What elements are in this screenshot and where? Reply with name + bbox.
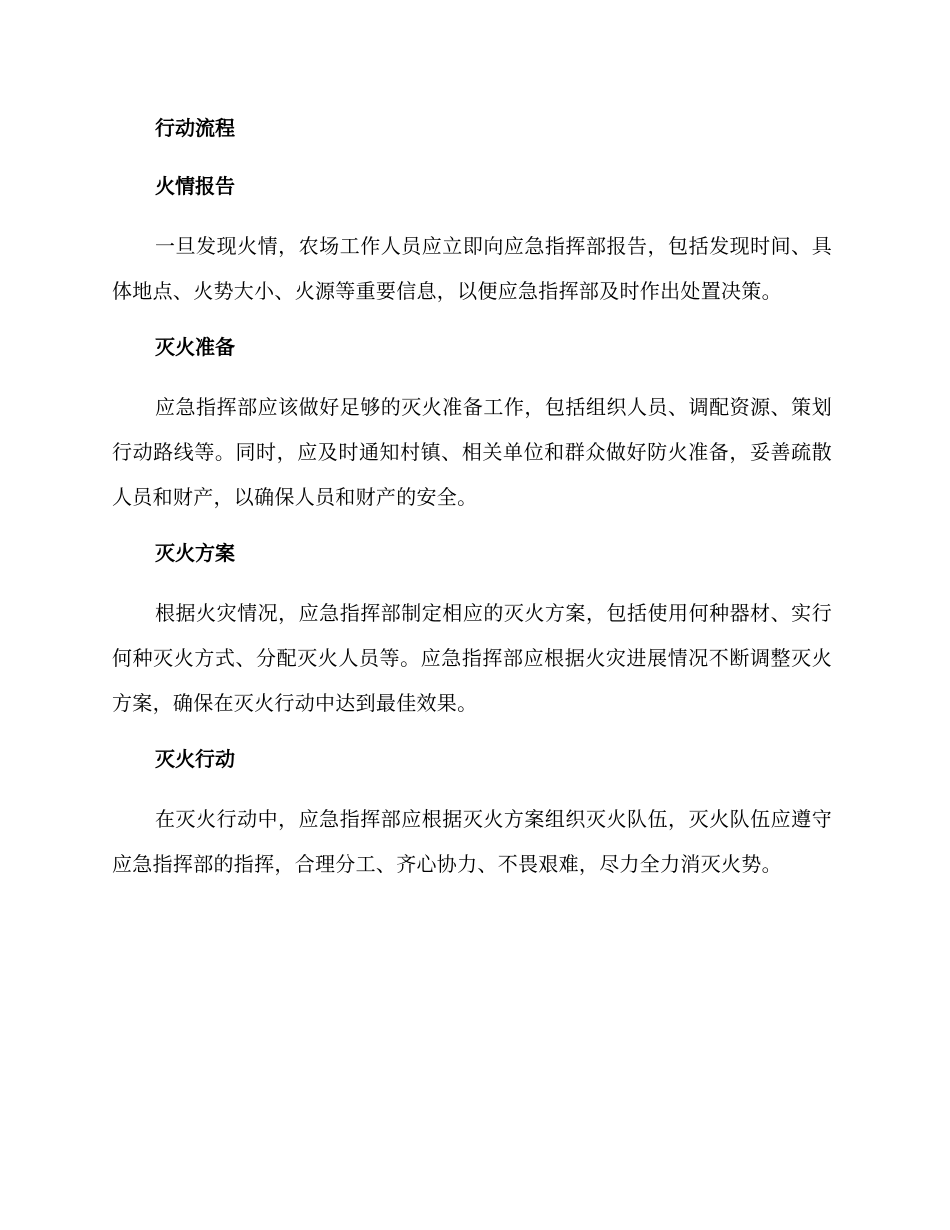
- document-title: 行动流程: [155, 116, 235, 140]
- section-body-preparation: 应急指挥部应该做好足够的灭火准备工作，包括组织人员、调配资源、策划行动路线等。同时，应及时通知村镇、相关单位和群众做好防火准备，妥善疏散人员和财产，以确保人员和财产的安全。: [112, 395, 832, 509]
- section-heading-preparation: 灭火准备: [155, 335, 235, 359]
- section-body-fire-report: 一旦发现火情，农场工作人员应立即向应急指挥部报告，包括发现时间、具体地点、火势大小、火源等重要信息，以便应急指挥部及时作出处置决策。: [112, 234, 832, 303]
- section-heading-action: 灭火行动: [155, 747, 235, 771]
- section-heading-plan: 灭火方案: [155, 541, 235, 565]
- section-body-action: 在灭火行动中，应急指挥部应根据灭火方案组织灭火队伍，灭火队伍应遵守应急指挥部的指挥，合理分工、齐心协力、不畏艰难，尽力全力消灭火势。: [112, 807, 832, 876]
- document-content: [112, 108, 832, 900]
- section-body-plan: 根据火灾情况，应急指挥部制定相应的灭火方案，包括使用何种器材、实行何种灭火方式、分配灭火人员等。应急指挥部应根据火灾进展情况不断调整灭火方案，确保在灭火行动中达到最佳效果。: [112, 601, 832, 715]
- section-heading-fire-report: 火情报告: [155, 174, 235, 198]
